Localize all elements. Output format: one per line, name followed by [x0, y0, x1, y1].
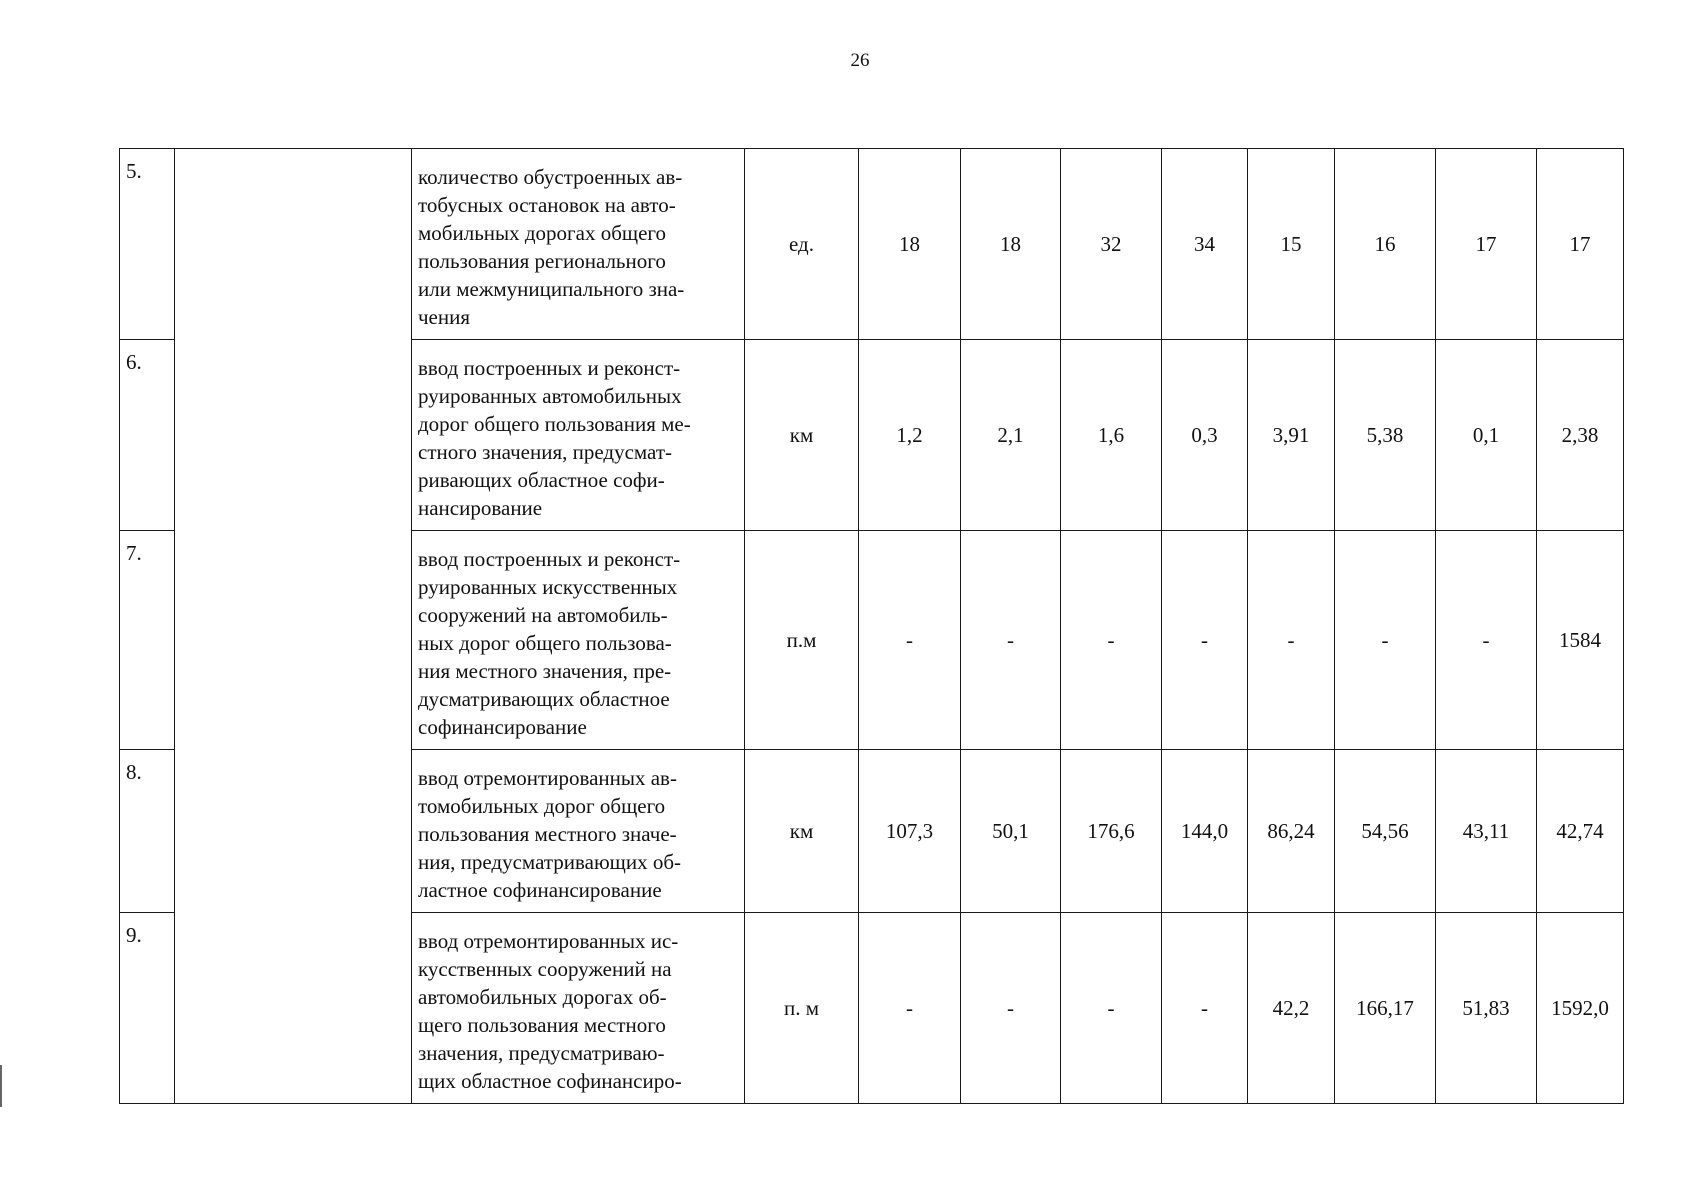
page-number: 26 [850, 50, 870, 71]
value-cell: 1,6 [1061, 340, 1162, 531]
description-line: томобильных дорог общего [418, 794, 666, 818]
value-cell: - [1436, 531, 1537, 750]
description-line: ных дорог общего пользова- [418, 631, 672, 655]
indicator-description [412, 750, 745, 913]
description-line: ния, предусматривающих об- [418, 850, 682, 874]
value-cell: 176,6 [1061, 750, 1162, 913]
value-cell: 2,38 [1537, 340, 1624, 531]
value-cell: 34 [1162, 149, 1248, 340]
value-cell: - [1061, 913, 1162, 1104]
description-line: ния местного значения, пре- [418, 659, 672, 683]
value-cell: 51,83 [1436, 913, 1537, 1104]
value-cell: 42,74 [1537, 750, 1624, 913]
value-cell: - [1162, 913, 1248, 1104]
value-cell: - [859, 531, 961, 750]
indicators-table [119, 148, 1624, 1104]
value-cell: 1,2 [859, 340, 961, 531]
value-cell: 18 [961, 149, 1061, 340]
description-line: ввод отремонтированных ис- [418, 929, 679, 953]
scan-margin-mark [0, 1065, 2, 1107]
value-cell: 16 [1335, 149, 1436, 340]
value-cell: 17 [1537, 149, 1624, 340]
row-number [120, 750, 175, 913]
unit-cell: п.м [745, 531, 859, 750]
row-number [120, 913, 175, 1104]
value-cell: 1592,0 [1537, 913, 1624, 1104]
value-cell: 1584 [1537, 531, 1624, 750]
description-line: стного значения, предусмат- [418, 440, 672, 464]
value-cell: 0,1 [1436, 340, 1537, 531]
merged-empty-cell [175, 149, 412, 1104]
description-line: значения, предусматриваю- [418, 1041, 665, 1065]
description-line: дусматривающих областное [418, 687, 670, 711]
row-number [120, 531, 175, 750]
unit-cell: км [745, 750, 859, 913]
row-number-text: 7. [126, 541, 142, 565]
description-line: ввод построенных и реконст- [418, 547, 681, 571]
value-cell: 3,91 [1248, 340, 1335, 531]
indicator-description [412, 149, 745, 340]
value-cell: 42,2 [1248, 913, 1335, 1104]
indicator-description [412, 340, 745, 531]
value-cell: 0,3 [1162, 340, 1248, 531]
value-cell: 17 [1436, 149, 1537, 340]
value-cell: 15 [1248, 149, 1335, 340]
description-line: количество обустроенных ав- [418, 165, 683, 189]
value-cell: 2,1 [961, 340, 1061, 531]
description-line: чения [418, 305, 471, 329]
indicator-description [412, 531, 745, 750]
row-number-text: 8. [126, 760, 142, 784]
value-cell: 32 [1061, 149, 1162, 340]
description-line: софинансирование [418, 715, 587, 739]
value-cell: 43,11 [1436, 750, 1537, 913]
value-cell: - [961, 531, 1061, 750]
value-cell: 54,56 [1335, 750, 1436, 913]
value-cell: 18 [859, 149, 961, 340]
description-line: нансирование [418, 496, 543, 520]
value-cell: - [1061, 531, 1162, 750]
description-line: дорог общего пользования ме- [418, 412, 691, 436]
value-cell: 107,3 [859, 750, 961, 913]
description-line: руированных искусственных [418, 575, 678, 599]
unit-cell: п. м [745, 913, 859, 1104]
row-number-text: 6. [126, 350, 142, 374]
description-line: сооружений на автомобиль- [418, 603, 668, 627]
row-number [120, 340, 175, 531]
description-line: щих областное софинансиро- [418, 1069, 682, 1093]
value-cell: 144,0 [1162, 750, 1248, 913]
row-number-text: 5. [126, 159, 142, 183]
description-line: щего пользования местного [418, 1013, 666, 1037]
value-cell: 166,17 [1335, 913, 1436, 1104]
table-row [120, 149, 1624, 340]
description-line: ривающих областное софи- [418, 468, 665, 492]
value-cell: 5,38 [1335, 340, 1436, 531]
indicator-description [412, 913, 745, 1104]
row-number-text: 9. [126, 923, 142, 947]
value-cell: - [961, 913, 1061, 1104]
value-cell: - [859, 913, 961, 1104]
description-line: или межмуниципального зна- [418, 277, 685, 301]
unit-cell: км [745, 340, 859, 531]
description-line: руированных автомобильных [418, 384, 682, 408]
description-line: кусственных сооружений на [418, 957, 672, 981]
description-line: ластное софинансирование [418, 878, 662, 902]
value-cell: 50,1 [961, 750, 1061, 913]
description-line: мобильных дорогах общего [418, 221, 667, 245]
value-cell: - [1335, 531, 1436, 750]
description-line: пользования местного значе- [418, 822, 677, 846]
description-line: ввод отремонтированных ав- [418, 766, 677, 790]
description-line: автомобильных дорогах об- [418, 985, 667, 1009]
description-line: ввод построенных и реконст- [418, 356, 681, 380]
value-cell: - [1162, 531, 1248, 750]
description-line: тобусных остановок на авто- [418, 193, 676, 217]
unit-cell: ед. [745, 149, 859, 340]
description-line: пользования регионального [418, 249, 666, 273]
table-body [120, 149, 1624, 1104]
row-number [120, 149, 175, 340]
value-cell: - [1248, 531, 1335, 750]
value-cell: 86,24 [1248, 750, 1335, 913]
